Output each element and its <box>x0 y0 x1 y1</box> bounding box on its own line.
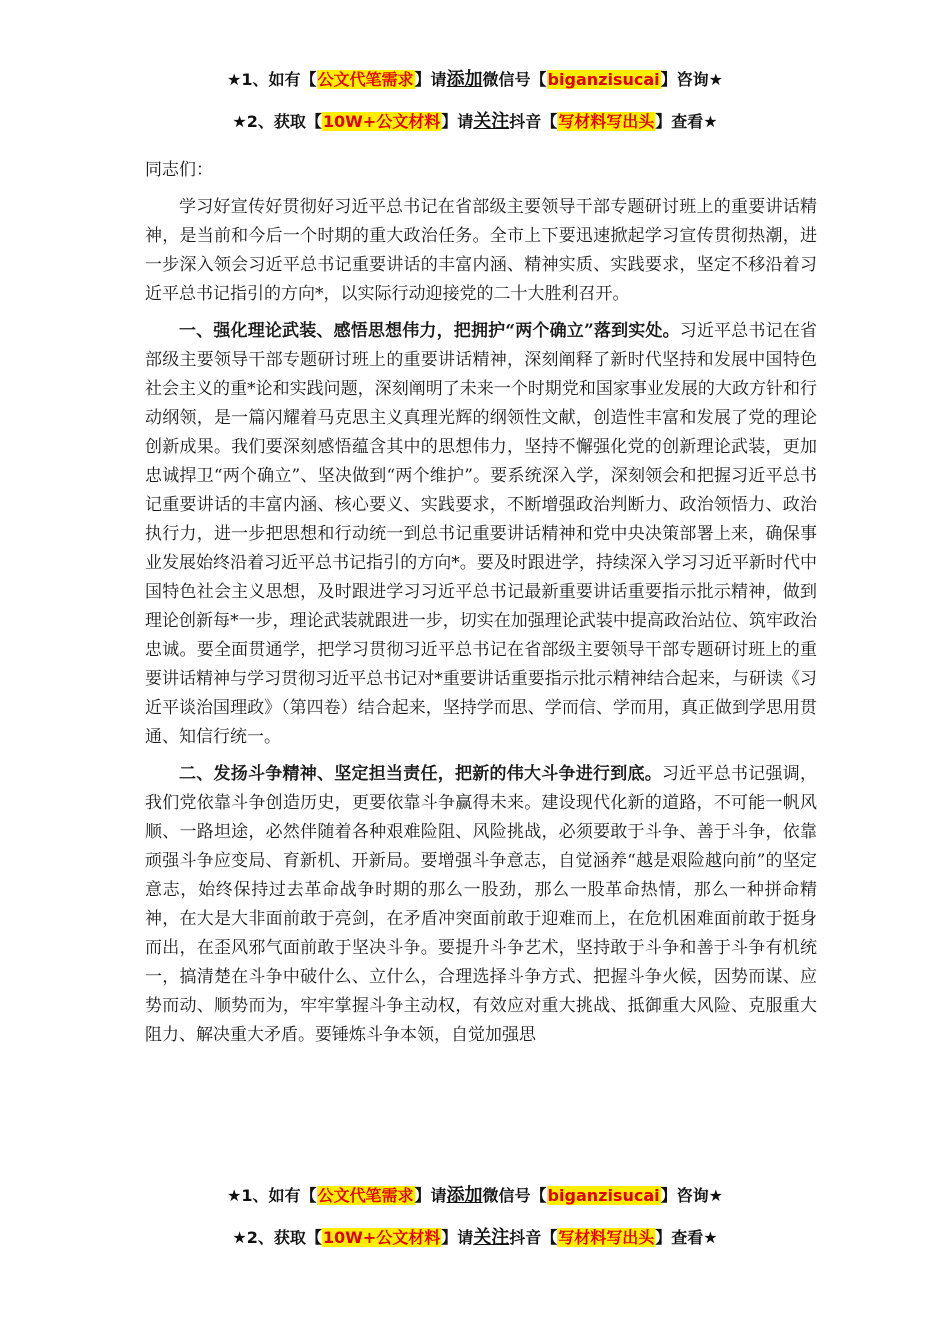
section-2-paragraph <box>145 760 817 1050</box>
header-banner-line-2 <box>0 110 950 134</box>
underlined-action: 添加 <box>446 69 483 90</box>
banner-text: 微信号【 <box>482 70 547 89</box>
banner-text: 】请 <box>414 70 447 89</box>
underlined-action: 添加 <box>446 1185 483 1206</box>
underlined-action: 关注 <box>473 1227 510 1248</box>
highlight-douyin-account: 写材料写出头 <box>558 112 655 131</box>
banner-text: 微信号【 <box>482 1186 547 1205</box>
greeting: 同志们： <box>145 160 213 180</box>
section-1-text: 习近平总书记在省部级主要领导干部专题研讨班上的重要讲话精神，深刻阐释了新时代坚持和发展中国特色社会主义的重*论和实践问题，深刻阐明了未来一个时期党和国家事业发展的大政方针和行动纲领，是一篇闪耀着马克思主义真理光辉的纲领性文献，创造性丰富和发展了党的理论创新成果。我们要深刻感悟蕴含其中的思想伟力，坚持不懈强化党的创新理论武装，更加忠诚捍卫“两个确立”、坚决做到“两个维护”。要系统深入学，深刻领会和把握习近平总书记重要讲话的丰富内涵、核心要义、实践要求，不断增强政治判断力、政治领悟力、政治执行力，进一步把思想和行动统一到总书记重要讲话精神和党中央决策部署上来，确保事业发展始终沿着习近平总书记指引的方向*。要及时跟进学，持续深入学习习近平新时代中国特色社会主义思想，及时跟进学习习近平总书记最新重要讲话重要指示批示精神，做到理论创新每*一步，理论武装就跟进一步，切实在加强理论武装中提高政治站位、筑牢政治忠诚。要全面贯通学，把学习贯彻习近平总书记在省部级主要领导干部专题研讨班上的重要讲话精神与学习贯彻习近平总书记对*重要讲话重要指示批示精神结合起来，与研读《习近平谈治国理政》（第四卷）结合起来，坚持学而思、学而信、学而用，真正做到学思用贯通、知信行统一。 <box>145 321 817 747</box>
document-body <box>145 156 817 1050</box>
footer-banner-line-2 <box>0 1226 950 1250</box>
banner-text: 】咨询★ <box>660 1186 723 1205</box>
header-banner-line-1 <box>0 68 950 92</box>
banner-text: 抖音【 <box>509 1228 558 1247</box>
highlight-wechat-id: biganzisucai <box>547 70 660 89</box>
banner-text: 】请 <box>441 112 474 131</box>
banner-text: ★2、获取【 <box>232 1228 322 1247</box>
banner-text: ★2、获取【 <box>232 112 322 131</box>
section-2-heading: 二、发扬斗争精神、坚定担当责任，把新的伟大斗争进行到底。 <box>179 764 662 784</box>
underlined-action: 关注 <box>473 111 510 132</box>
banner-text: 】查看★ <box>655 112 718 131</box>
intro-paragraph: 学习好宣传好贯彻好习近平总书记在省部级主要领导干部专题研讨班上的重要讲话精神，是当前和今后一个时期的重大政治任务。全市上下要迅速掀起学习宣传贯彻热潮，进一步深入领会习近平总书记重要讲话的丰富内涵、精神实质、实践要求，坚定不移沿着习近平总书记指引的方向*，以实际行动迎接党的二十大胜利召开。 <box>145 197 817 304</box>
banner-text: 】咨询★ <box>660 70 723 89</box>
highlight-materials: 10W+公文材料 <box>322 1228 441 1247</box>
highlight-douyin-account: 写材料写出头 <box>558 1228 655 1247</box>
highlight-service: 公文代笔需求 <box>317 1186 414 1205</box>
section-1-paragraph <box>145 317 817 752</box>
banner-text: 】查看★ <box>655 1228 718 1247</box>
footer-banner-line-1 <box>0 1184 950 1208</box>
section-1-heading: 一、强化理论武装、感悟思想伟力，把拥护“两个确立”落到实处。 <box>179 321 680 341</box>
banner-text: ★1、如有【 <box>227 70 317 89</box>
highlight-materials: 10W+公文材料 <box>322 112 441 131</box>
section-2-text: 习近平总书记强调，我们党依靠斗争创造历史，更要依靠斗争赢得未来。建设现代化新的道路，不可能一帆风顺、一路坦途，必然伴随着各种艰难险阻、风险挑战，必须要敢于斗争、善于斗争，依靠顽强斗争应变局、育新机、开新局。要增强斗争意志，自觉涵养“越是艰险越向前”的坚定意志，始终保持过去革命战争时期的那么一股劲，那么一股革命热情，那么一种拼命精神，在大是大非面前敢于亮剑，在矛盾冲突面前敢于迎难而上，在危机困难面前敢于挺身而出，在歪风邪气面前敢于坚决斗争。要提升斗争艺术，坚持敢于斗争和善于斗争有机统一，搞清楚在斗争中破什么、立什么，合理选择斗争方式、把握斗争火候，因势而谋、应势而动、顺势而为，牢牢掌握斗争主动权，有效应对重大挑战、抵御重大风险、克服重大阻力、解决重大矛盾。要锤炼斗争本领，自觉加强思 <box>145 764 817 1045</box>
banner-text: 】请 <box>414 1186 447 1205</box>
banner-text: ★1、如有【 <box>227 1186 317 1205</box>
highlight-service: 公文代笔需求 <box>317 70 414 89</box>
banner-text: 】请 <box>441 1228 474 1247</box>
highlight-wechat-id: biganzisucai <box>547 1186 660 1205</box>
banner-text: 抖音【 <box>509 112 558 131</box>
